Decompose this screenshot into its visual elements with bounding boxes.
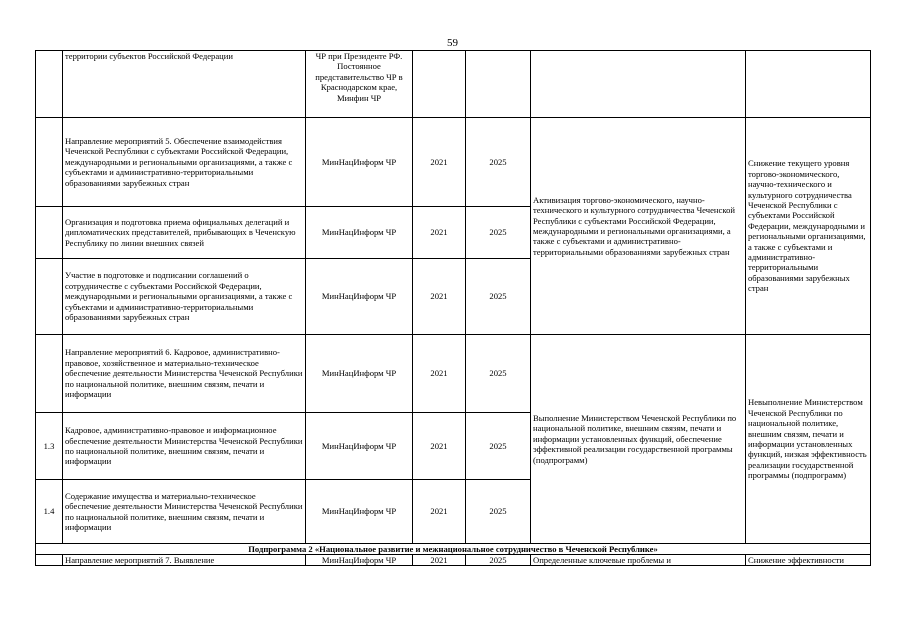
start-year: 2021 xyxy=(413,259,466,335)
executor: МинНацИнформ ЧР xyxy=(306,555,413,566)
activity-name: Направление мероприятий 5. Обеспечение взаимодействия Чеченской Республики с субъектами Российской Федерации, международными и региональными организациями, а также с субъектами и административно-территориальными образованиями зарубежных стран xyxy=(63,118,306,207)
start-year: 2021 xyxy=(413,207,466,259)
executor: МинНацИнформ ЧР xyxy=(306,480,413,544)
end-year: 2025 xyxy=(466,480,531,544)
start-year: 2021 xyxy=(413,480,466,544)
start-year: 2021 xyxy=(413,555,466,566)
subprogram-title: Подпрограмма 2 «Национальное развитие и межнациональное сотрудничество в Чеченской Республике» xyxy=(36,544,871,555)
activity-name: Кадровое, административно-правовое и информационное обеспечение деятельности Министерства Чеченской Республики по национальной политике, внешним связям, печати и информации xyxy=(63,413,306,480)
expected-result: Определенные ключевые проблемы и xyxy=(531,555,746,566)
non-implementation-consequence: Снижение эффективности xyxy=(746,555,871,566)
start-year: 2021 xyxy=(413,413,466,480)
expected-result: Активизация торгово-экономического, научно-технического и культурного сотрудничества Чеченской Республики с субъектами Российской Федерации, международными и региональными организациями, а также с субъектами и административно-территориальными образованиями зарубежных стран xyxy=(531,118,746,335)
row-number: 1.3 xyxy=(36,413,63,480)
executor: МинНацИнформ ЧР xyxy=(306,335,413,413)
executor: МинНацИнформ ЧР xyxy=(306,413,413,480)
end-year: 2025 xyxy=(466,207,531,259)
activity-name: Организация и подготовка приема официальных делегаций и дипломатических представителей, прибывающих в Чеченскую Республику по линии внешних связей xyxy=(63,207,306,259)
expected-result xyxy=(531,51,746,118)
non-implementation-consequence: Снижение текущего уровня торгово-экономического, научно-технического и культурного сотрудничества Чеченской Республики с субъектами Российской Федерации, международными и региональными организациями, а также с субъектами и административно-территориальными образованиями зарубежных стран xyxy=(746,118,871,335)
start-year xyxy=(413,51,466,118)
activity-name: Содержание имущества и материально-техническое обеспечение деятельности Министерства Чеченской Республики по национальной политике, внешним связям, печати и информации xyxy=(63,480,306,544)
end-year: 2025 xyxy=(466,259,531,335)
executor: ЧР при Президенте РФ. Постоянное представительство ЧР в Краснодарском крае, Минфин ЧР xyxy=(306,51,413,118)
end-year: 2025 xyxy=(466,335,531,413)
non-implementation-consequence xyxy=(746,51,871,118)
row-number xyxy=(36,259,63,335)
start-year: 2021 xyxy=(413,335,466,413)
end-year xyxy=(466,51,531,118)
expected-result: Выполнение Министерством Чеченской Республики по национальной политике, внешним связям, печати и информации установленных функций, обеспечение эффективной реализации государственной программы (подпрограмм) xyxy=(531,335,746,544)
end-year: 2025 xyxy=(466,118,531,207)
row-number xyxy=(36,51,63,118)
row-number xyxy=(36,207,63,259)
activities-table xyxy=(35,50,871,566)
activity-name: Направление мероприятий 6. Кадровое, административно-правовое, хозяйственное и материально-техническое обеспечение деятельности Министерства Чеченской Республики по национальной политике, внешним связям, печати и информации xyxy=(63,335,306,413)
row-number xyxy=(36,335,63,413)
table-row xyxy=(36,555,871,566)
executor: МинНацИнформ ЧР xyxy=(306,207,413,259)
activity-name: территории субъектов Российской Федерации xyxy=(63,51,306,118)
activity-name: Участие в подготовке и подписании соглашений о сотрудничестве с субъектами Российской Федерации, международными и региональными организациями, а также с субъектами и административно-территориальными образованиями зарубежных стран xyxy=(63,259,306,335)
table-row xyxy=(36,51,871,118)
row-number xyxy=(36,555,63,566)
end-year: 2025 xyxy=(466,555,531,566)
executor: МинНацИнформ ЧР xyxy=(306,118,413,207)
executor: МинНацИнформ ЧР xyxy=(306,259,413,335)
start-year: 2021 xyxy=(413,118,466,207)
page-number: 59 xyxy=(447,37,458,49)
subprogram-row xyxy=(36,544,871,555)
table-row xyxy=(36,335,871,413)
row-number: 1.4 xyxy=(36,480,63,544)
non-implementation-consequence: Невыполнение Министерством Чеченской Республики по национальной политике, внешним связям, печати и информации установленных функций, низкая эффективность реализации государственной программы (подпрограмм) xyxy=(746,335,871,544)
row-number xyxy=(36,118,63,207)
activity-name: Направление мероприятий 7. Выявление xyxy=(63,555,306,566)
end-year: 2025 xyxy=(466,413,531,480)
table-row xyxy=(36,118,871,207)
